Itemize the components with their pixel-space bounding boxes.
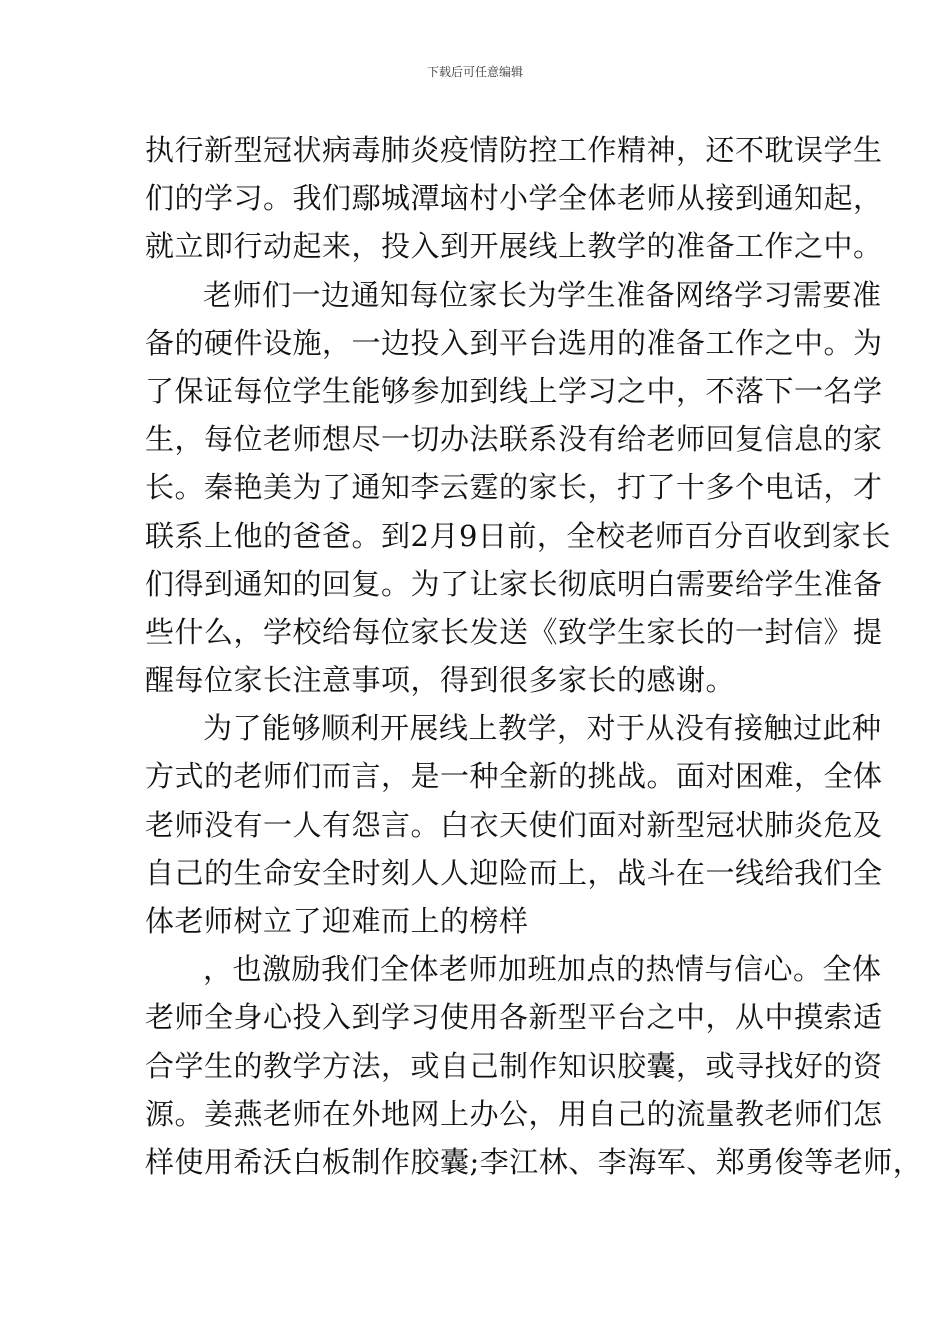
text-line: 自己的生命安全时刻人人迎险而上，战斗在一线给我们全 xyxy=(145,855,883,890)
paragraph-start-line: 老师们一边通知每位家长为学生准备网络学习需要准 xyxy=(203,277,882,312)
text-line: 合学生的教学方法，或自己制作知识胶囊，或寻找好的资 xyxy=(145,1048,883,1083)
text-line: 些什么，学校给每位家长发送《致学生家长的一封信》提 xyxy=(145,614,883,649)
text-line: 体老师树立了迎难而上的榜样 xyxy=(145,904,529,938)
paragraph-start-line: 为了能够顺利开展线上教学，对于从没有接触过此种 xyxy=(203,711,882,746)
paragraph-start-line: ，也激励我们全体老师加班加点的热情与信心。全体 xyxy=(203,952,882,987)
text-line: 生，每位老师想尽一切办法联系没有给老师回复信息的家 xyxy=(145,422,883,457)
text-line: 们的学习。我们鄢城潭垴村小学全体老师从接到通知起， xyxy=(145,181,883,216)
text-line: 老师全身心投入到学习使用各新型平台之中，从中摸索适 xyxy=(145,1000,883,1035)
text-line: 联系上他的爸爸。到2月9日前，全校老师百分百收到家长 xyxy=(145,518,891,553)
text-line: 备的硬件设施，一边投入到平台选用的准备工作之中。为 xyxy=(145,325,883,360)
text-line: 样使用希沃白板制作胶囊;李江林、李海军、郑勇俊等老师， xyxy=(145,1144,923,1179)
text-line: 方式的老师们而言，是一种全新的挑战。面对困难，全体 xyxy=(145,759,883,794)
text-line: 们得到通知的回复。为了让家长彻底明白需要给学生准备 xyxy=(145,566,883,601)
text-line: 老师没有一人有怨言。白衣天使们面对新型冠状肺炎危及 xyxy=(145,807,883,842)
text-line: 醒每位家长注意事项，得到很多家长的感谢。 xyxy=(145,663,736,698)
text-line: 长。秦艳美为了通知李云霆的家长，打了十多个电话，才 xyxy=(145,470,883,505)
text-line: 就立即行动起来，投入到开展线上教学的准备工作之中。 xyxy=(145,229,883,264)
text-line: 了保证每位学生能够参加到线上学习之中，不落下一名学 xyxy=(145,373,883,408)
document-body xyxy=(145,126,923,1186)
text-line: 执行新型冠状病毒肺炎疫情防控工作精神，还不耽误学生 xyxy=(145,133,883,167)
text-line: 源。姜燕老师在外地网上办公，用自己的流量教老师们怎 xyxy=(145,1096,883,1131)
page-header: 下载后可任意编辑 xyxy=(426,65,523,79)
